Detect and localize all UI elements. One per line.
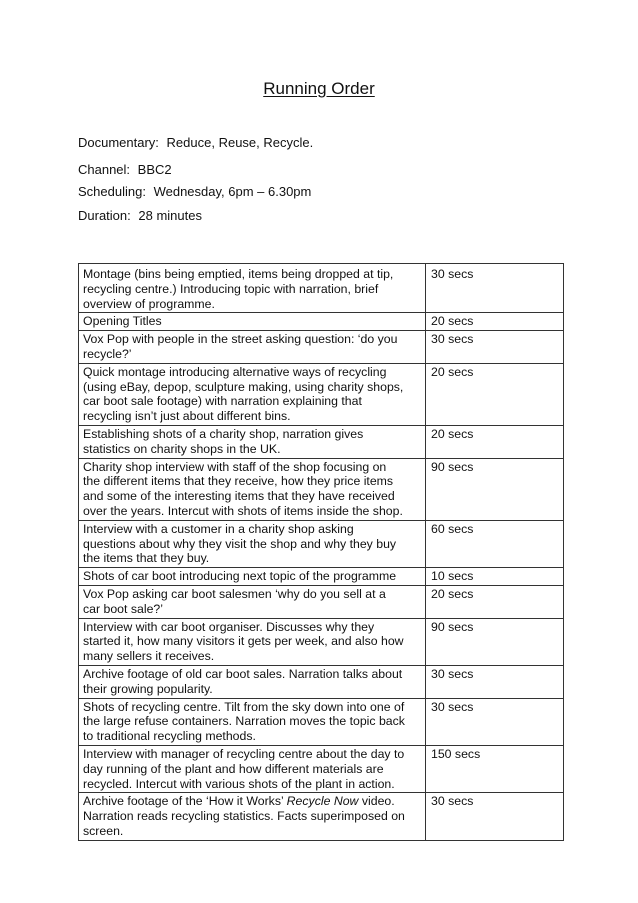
row-description [79, 585, 426, 618]
description-line: recycled. Intercut with various shots of the plant in action. [83, 776, 395, 791]
scheduling-label: Scheduling: [78, 184, 146, 199]
row-duration: 20 secs [426, 313, 564, 331]
description-line: the items that they buy. [83, 551, 210, 566]
description-line: recycling centre.) Introducing topic with narration, brief [83, 281, 379, 296]
running-order-table [78, 263, 564, 841]
meta-documentary [78, 135, 313, 151]
row-description [79, 458, 426, 520]
description-line: Interview with car boot organiser. Discusses why they [83, 619, 375, 634]
description-line: car boot sale footage) with narration explaining that [83, 394, 362, 409]
description-line: Archive footage of old car boot sales. Narration talks about [83, 666, 403, 681]
row-duration: 20 secs [426, 585, 564, 618]
table-row [79, 618, 564, 665]
table-row [79, 793, 564, 840]
description-line: recycle?’ [83, 346, 132, 361]
description-line: (using eBay, depop, sculpture making, using charity shops, [83, 379, 404, 394]
row-description [79, 698, 426, 745]
table-row [79, 331, 564, 364]
description-line [83, 794, 421, 809]
row-description [79, 520, 426, 567]
scheduling-value: Wednesday, 6pm – 6.30pm [153, 184, 312, 199]
documentary-value: Reduce, Reuse, Recycle. [166, 135, 314, 150]
row-description [79, 745, 426, 792]
row-description [79, 363, 426, 425]
row-duration: 30 secs [426, 793, 564, 840]
description-line: Quick montage introducing alternative ways of recycling [83, 364, 387, 379]
description-line: and some of the interesting items that they have received [83, 489, 395, 504]
table-row [79, 425, 564, 458]
description-line: their growing popularity. [83, 681, 213, 696]
description-line: Interview with a customer in a charity shop asking [83, 521, 354, 536]
row-duration: 20 secs [426, 363, 564, 425]
row-duration: 60 secs [426, 520, 564, 567]
description-line: Interview with manager of recycling centre about the day to [83, 746, 405, 761]
description-line: Vox Pop asking car boot salesmen ‘why do you sell at a [83, 586, 386, 601]
description-line: Narration reads recycling statistics. Facts superimposed on [83, 809, 405, 824]
table-row [79, 363, 564, 425]
row-description [79, 425, 426, 458]
channel-label: Channel: [78, 162, 131, 177]
description-line: day running of the plant and how different materials are [83, 761, 384, 776]
row-description [79, 331, 426, 364]
description-text-part: Archive footage of the ‘How it Works’ [83, 794, 287, 809]
documentary-label: Documentary: [78, 135, 159, 150]
table-row [79, 458, 564, 520]
row-description [79, 313, 426, 331]
description-line: many sellers it receives. [83, 649, 215, 664]
row-duration: 10 secs [426, 568, 564, 586]
row-duration: 90 secs [426, 458, 564, 520]
description-line: overview of programme. [83, 296, 215, 311]
description-line: screen. [83, 823, 124, 838]
description-text-part: video. [358, 794, 395, 809]
table-row [79, 313, 564, 331]
description-line: questions about why they visit the shop and why they buy [83, 536, 397, 551]
row-duration: 150 secs [426, 745, 564, 792]
meta-scheduling [78, 184, 311, 200]
description-line: Establishing shots of a charity shop, narration gives [83, 426, 364, 441]
table-row [79, 585, 564, 618]
row-duration: 30 secs [426, 331, 564, 364]
duration-value: 28 minutes [138, 208, 202, 223]
table-row [79, 698, 564, 745]
row-description [79, 793, 426, 840]
description-text-part: Recycle Now [286, 794, 359, 809]
description-line: statistics on charity shops in the UK. [83, 441, 281, 456]
description-line: car boot sale?’ [83, 601, 163, 616]
description-line: Opening Titles [83, 314, 162, 329]
meta-channel [78, 162, 172, 178]
row-duration: 30 secs [426, 264, 564, 313]
description-line: Shots of car boot introducing next topic of the programme [83, 569, 397, 584]
description-line: Charity shop interview with staff of the shop focusing on [83, 459, 387, 474]
row-description [79, 665, 426, 698]
meta-duration [78, 208, 202, 224]
page-title: Running Order [263, 79, 375, 98]
description-line: Shots of recycling centre. Tilt from the sky down into one of [83, 699, 405, 714]
table-row [79, 665, 564, 698]
row-duration: 90 secs [426, 618, 564, 665]
row-description [79, 264, 426, 313]
description-line: the different items that they receive, how they price items [83, 474, 394, 489]
row-duration: 30 secs [426, 665, 564, 698]
table-row [79, 568, 564, 586]
channel-value: BBC2 [137, 162, 172, 177]
table-row [79, 520, 564, 567]
row-description [79, 568, 426, 586]
description-line: recycling isn’t just about different bins. [83, 409, 291, 424]
duration-label: Duration: [78, 208, 131, 223]
description-line: Vox Pop with people in the street asking question: ‘do you [83, 332, 398, 347]
description-line: over the years. Intercut with shots of items inside the shop. [83, 503, 403, 518]
row-duration: 20 secs [426, 425, 564, 458]
description-line: Montage (bins being emptied, items being dropped at tip, [83, 267, 394, 281]
description-line: to traditional recycling methods. [83, 729, 256, 744]
description-line: started it, how many visitors it gets per week, and also how [83, 634, 404, 649]
row-duration: 30 secs [426, 698, 564, 745]
running-order-rows [79, 264, 564, 841]
description-line: the large refuse containers. Narration moves the topic back [83, 714, 405, 729]
table-row [79, 745, 564, 792]
row-description [79, 618, 426, 665]
table-row [79, 264, 564, 313]
